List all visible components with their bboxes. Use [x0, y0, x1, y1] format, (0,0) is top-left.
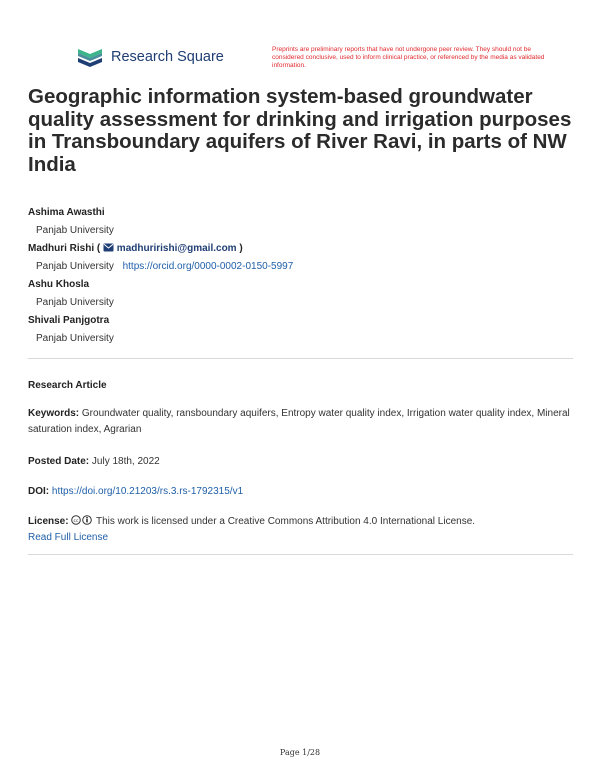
svg-text:cc: cc	[73, 519, 79, 524]
license-block	[28, 514, 576, 546]
license-text: This work is licensed under a Creative Commons Attribution 4.0 International License.	[95, 516, 476, 527]
read-full-license-link[interactable]: Read Full License	[28, 532, 109, 543]
posted-date-label: Posted Date:	[28, 456, 90, 467]
page-number: Page 1/28	[279, 748, 321, 757]
logo-wordmark	[111, 49, 224, 65]
author-affiliation: Panjab University	[36, 261, 114, 272]
logo-word-2: Square	[177, 49, 224, 65]
author-name: Ashima Awasthi	[28, 207, 105, 218]
creative-commons-icon	[71, 515, 93, 525]
posted-date	[28, 454, 576, 470]
logo-word-1: Research	[111, 49, 174, 65]
author-affiliation: Panjab University	[36, 225, 114, 236]
author-name-corresponding: Madhuri Rishi ( madhuririshi@gmail.com )	[28, 243, 243, 254]
doi-block	[28, 484, 576, 500]
divider-bottom	[28, 554, 573, 555]
keywords-block	[28, 406, 576, 438]
orcid-link[interactable]: https://orcid.org/0000-0002-0150-5997	[122, 261, 294, 272]
author-affiliation-row	[28, 258, 576, 276]
author-name: Ashu Khosla	[28, 279, 90, 290]
preprint-notice: Preprints are preliminary reports that have not undergone peer review. They should not be considered conclusive, used to inform clinical practice, or referenced by the media as validated information.	[272, 46, 545, 69]
divider-top	[28, 358, 573, 359]
posted-date-value: July 18th, 2022	[91, 456, 160, 467]
article-type	[28, 378, 576, 394]
author-name-text: Madhuri Rishi	[28, 243, 95, 254]
research-square-logo-icon	[76, 46, 104, 68]
keywords-value: Groundwater quality, ransboundary aquifers, Entropy water quality index, Irrigation water quality index, Mineral saturation index, Agrarian	[28, 408, 570, 435]
doi-link[interactable]: https://doi.org/10.21203/rs.3.rs-1792315/v1	[51, 486, 244, 497]
author-list	[28, 204, 576, 348]
paper-title: Geographic information system-based groundwater quality assessment for drinking and irrigation purposes in Transboundary aquifers of River Ravi, in parts of NW India	[28, 85, 572, 176]
author-affiliation: Panjab University	[36, 297, 114, 308]
article-type-label: Research Article	[28, 380, 107, 391]
keywords-label: Keywords:	[28, 408, 80, 419]
author-affiliation: Panjab University	[36, 333, 114, 344]
research-square-logo[interactable]	[76, 46, 224, 68]
author-name: Shivali Panjgotra	[28, 315, 110, 326]
author-email-link[interactable]: madhuririshi@gmail.com	[116, 243, 237, 254]
mail-icon	[103, 243, 114, 252]
license-label: License:	[28, 516, 69, 527]
doi-label: DOI:	[28, 486, 50, 497]
